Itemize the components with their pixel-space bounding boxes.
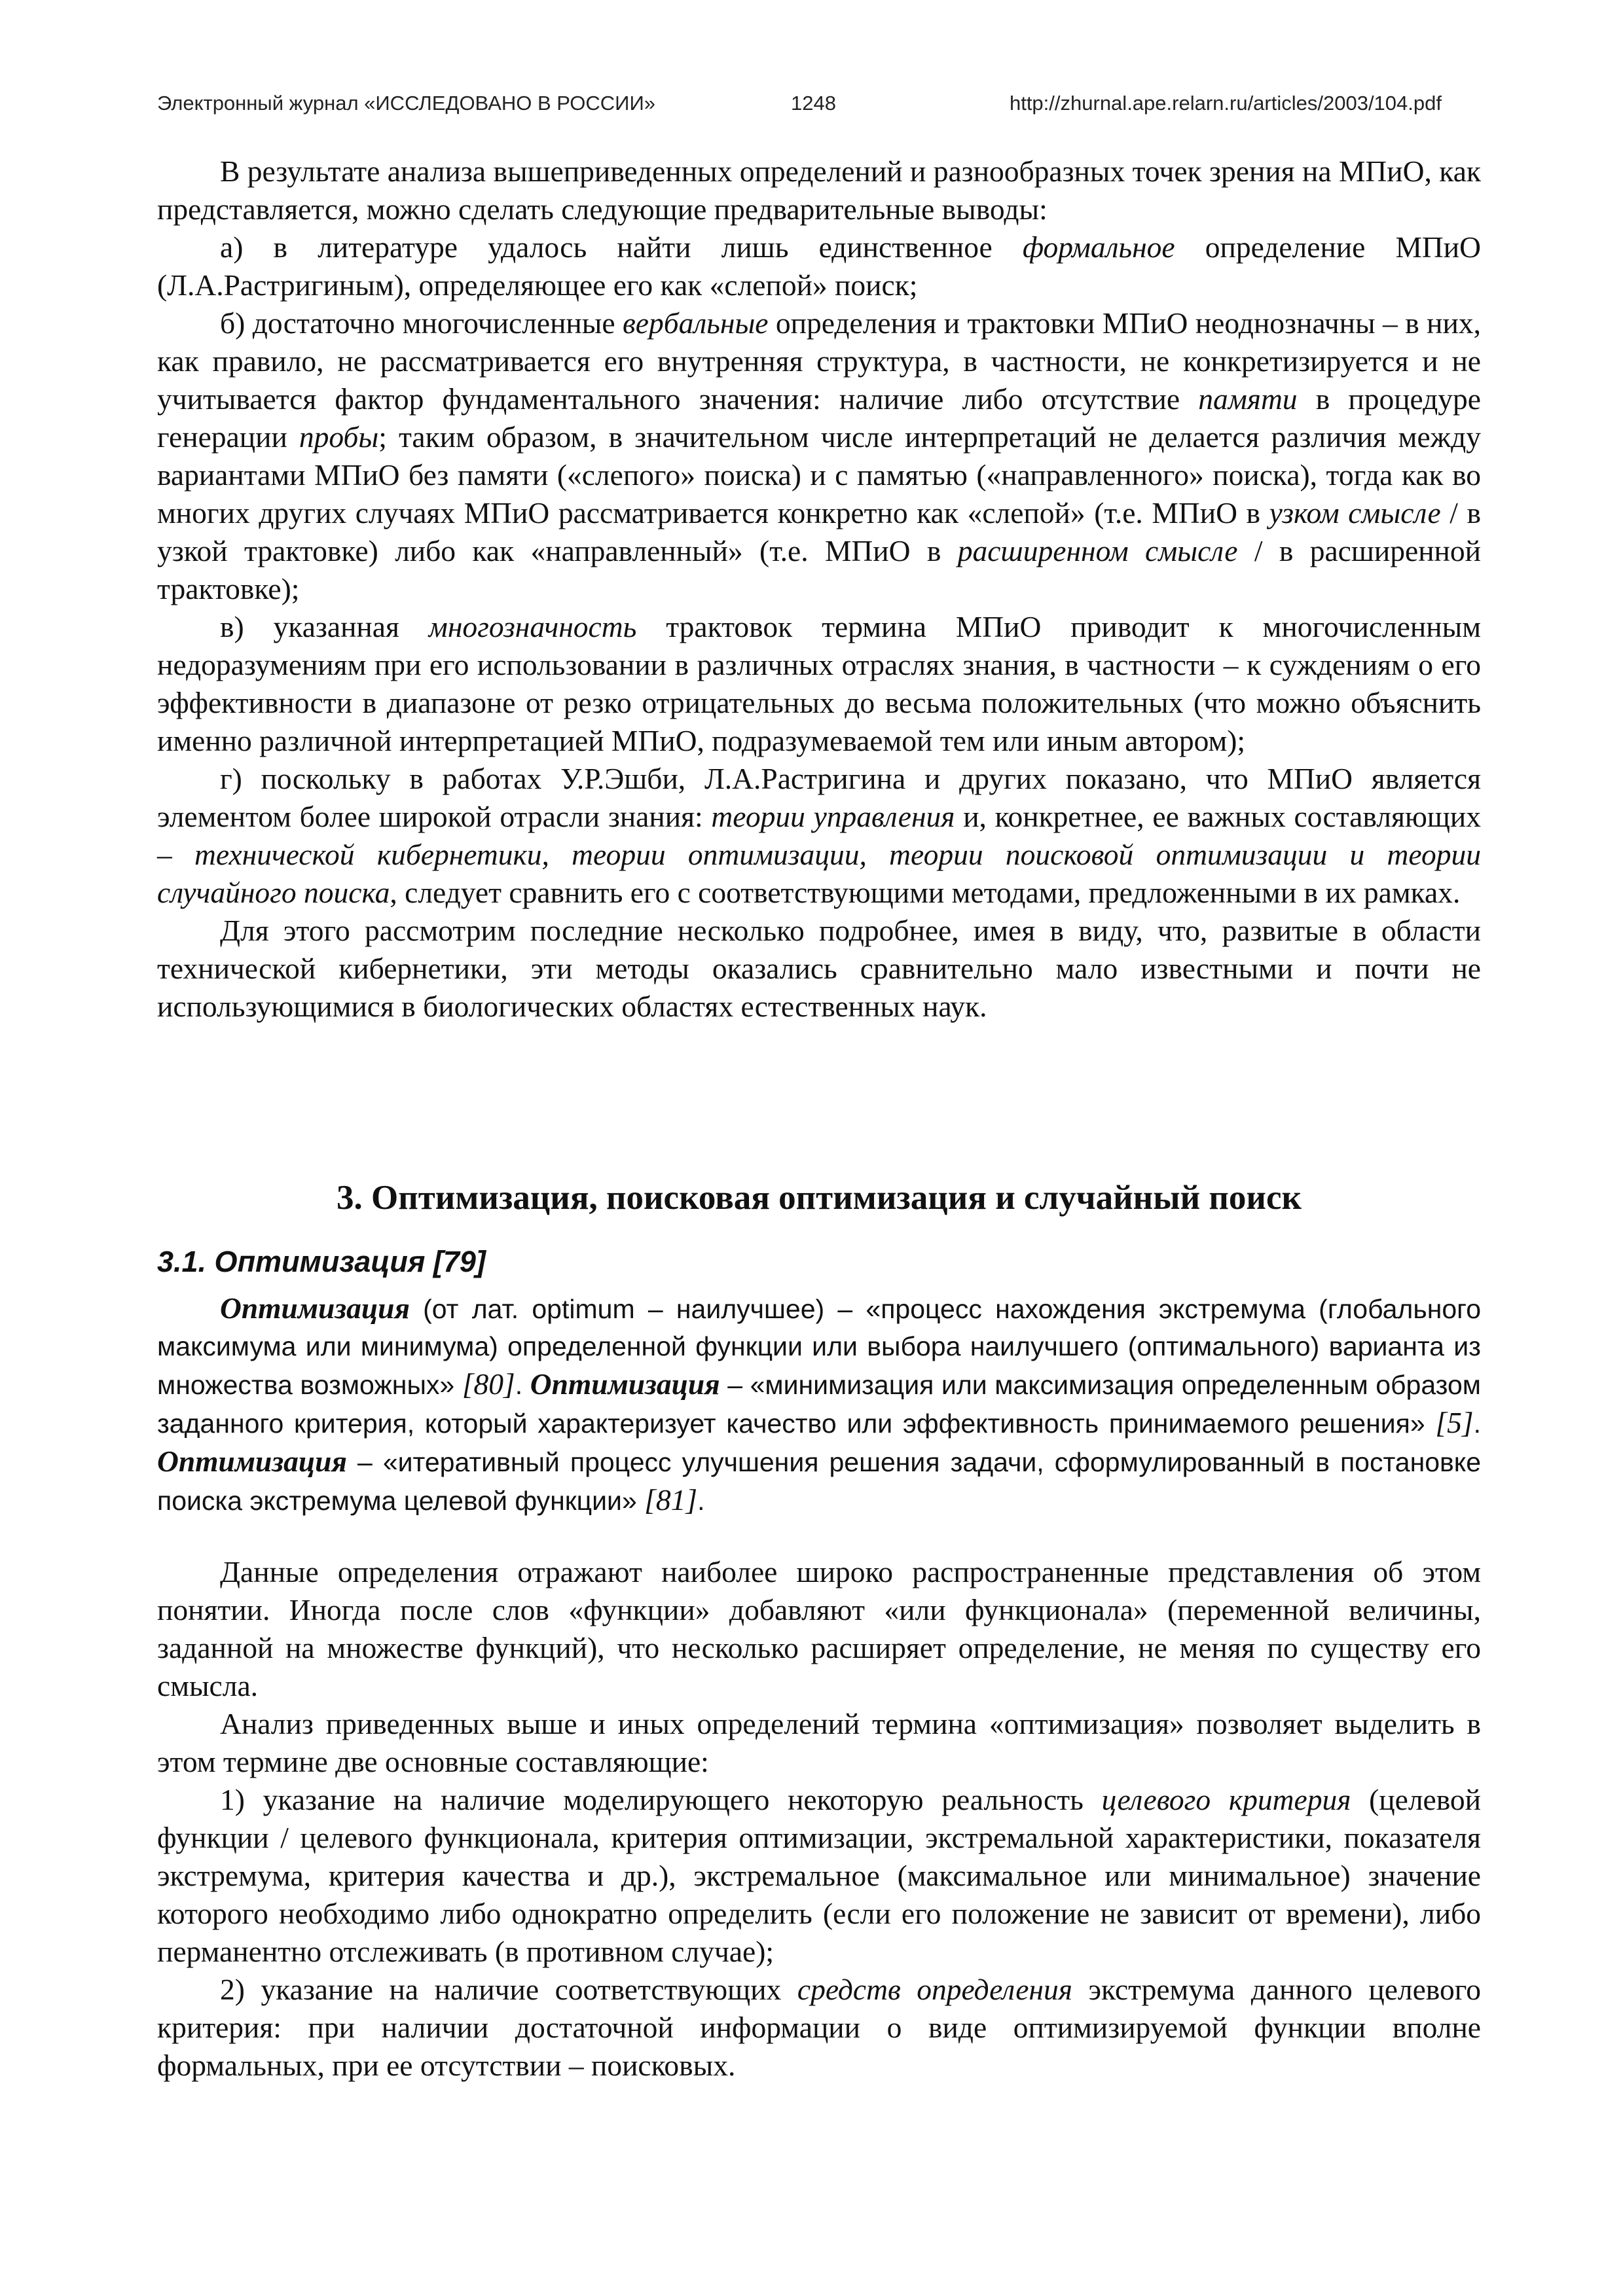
section-heading: 3. Оптимизация, поисковая оптимизация и случайный поиск (336, 1179, 1302, 1217)
analysis-paragraph-2: Анализ приведенных выше и иных определений термина «оптимизация» позволяет выделить в этом термине две основные составляющие: (157, 1707, 1481, 1778)
article-url[interactable]: http://zhurnal.ape.relarn.ru/articles/2003/104.pdf (1009, 92, 1442, 115)
list-item-a: а) в литературе удалось найти лишь единственное формальное определение МПиО (Л.А.Растригиным), определяющее его как «слепой» поиск; (157, 230, 1481, 302)
list-item-v: в) указанная многозначность трактовок термина МПиО приводит к многочисленным недоразумениям при его использовании в различных отраслях знания, в частности – к суждениям о его эффективности в диапазоне от резко отрицательных до весьма положительных (что можно объяснить именно различной интерпретацией МПиО, подразумеваемой тем или иным автором); (157, 610, 1481, 757)
component-item-1: 1) указание на наличие моделирующего некоторую реальность целевого критерия (целевой функции / целевого функционала, критерия оптимизации, экстремальной характеристики, показателя экстремума, критерия качества и др.), экстремальное (максимальное или минимальное) значение которого необходимо либо однократно определить (если его положение не зависит от времени), либо перманентно отслеживать (в противном случае); (157, 1783, 1481, 1968)
analysis-section (157, 1553, 1481, 2085)
journal-title: Электронный журнал «ИССЛЕДОВАНО В РОССИИ» (157, 92, 655, 115)
intro-paragraph: В результате анализа вышеприведенных определений и разнообразных точек зрения на МПиО, как представляется, можно сделать следующие предварительные выводы: (157, 154, 1481, 226)
analysis-paragraph-1: Данные определения отражают наиболее широко распространенные представления об этом понятии. Иногда после слов «функции» добавляют «или функционала» (переменной величины, заданной на множестве функций), что несколько расширяет определение, не меняя по существу его смысла. (157, 1555, 1481, 1702)
component-item-2: 2) указание на наличие соответствующих средств определения экстремума данного целевого критерия: при наличии достаточной информации о виде оптимизируемой функции вполне формальных, при ее отсутствии – поисковых. (157, 1973, 1482, 2082)
subsection-heading: 3.1. Оптимизация [79] (157, 1245, 486, 1278)
list-item-g: г) поскольку в работах У.Р.Эшби, Л.А.Растригина и других показано, что МПиО является элементом более широкой отрасли знания: теории управления и, конкретнее, ее важных составляющих – технической кибернетики, теории оптимизации, теории поисковой оптимизации и теории случайного поиска, следует сравнить его с соответствующими методами, предложенными в их рамках. (157, 762, 1481, 909)
closing-paragraph: Для этого рассмотрим последние несколько подробнее, имея в виду, что, развитые в области технической кибернетики, эти методы оказались сравнительно мало известными и почти не использующимися в биологических областях естественных наук. (157, 914, 1481, 1023)
page-number: 1248 (791, 92, 836, 115)
document-page (157, 0, 1481, 2296)
intro-section (157, 152, 1481, 1026)
list-item-b: б) достаточно многочисленные вербальные определения и трактовки МПиО неоднозначны – в них, как правило, не рассматривается его внутренняя структура, в частности, не конкретизируется и не учитывается фактор фундаментального значения: наличие либо отсутствие памяти в процедуре генерации пробы; таким образом, в значительном числе интерпретаций не делается различия между вариантами МПиО без памяти («слепого» поиска) и с памятью («направленного» поиска), тогда как во многих других случаях МПиО рассматривается конкретно как «слепой» (т.е. МПиО в узком смысле / в узкой трактовке) либо как «направленный» (т.е. МПиО в расширенном смысле / в расширенной трактовке); (157, 306, 1482, 605)
running-header (157, 92, 1481, 124)
definitions-block (157, 1289, 1481, 1520)
definitions-paragraph: Оптимизация (от лат. optimum – наилучшее) – «процесс нахождения экстремума (глобального максимума или минимума) определенной функции или выбора наилучшего (оптимального) варианта из множества возможных» [80]. Оптимизация – «минимизация или максимизация определенным образом заданного критерия, который характеризует качество или эффективность принимаемого решения» [5]. Оптимизация – «итеративный процесс улучшения решения задачи, сформулированный в постановке поиска экстремума целевой функции» [81]. (157, 1291, 1481, 1516)
